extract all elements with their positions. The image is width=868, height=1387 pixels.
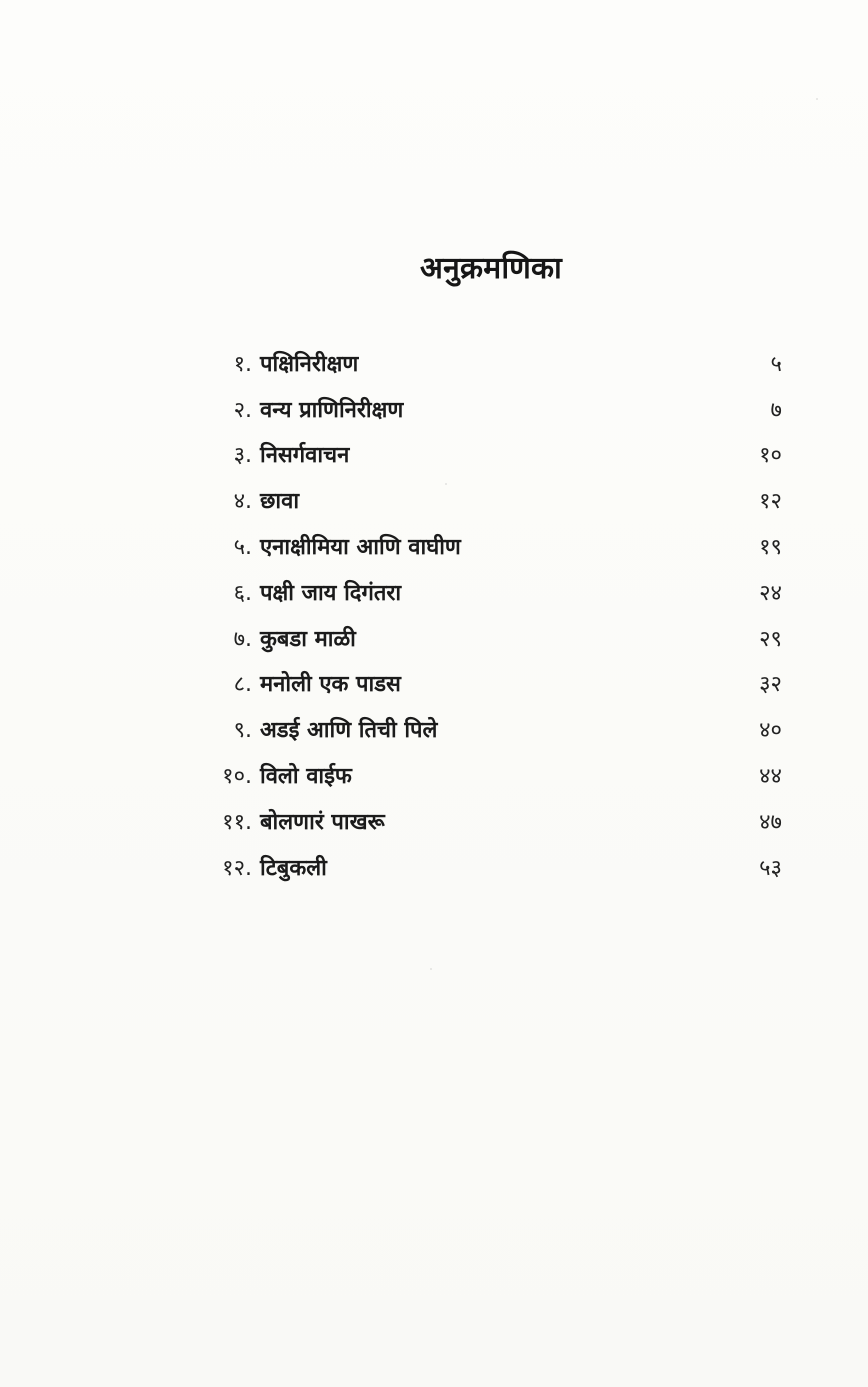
toc-entry-11 — [200, 798, 782, 844]
toc-entry-page: ३२ — [759, 672, 782, 698]
toc-entry-8 — [200, 661, 782, 707]
toc-entry-title: बोलणारं पाखरू — [260, 809, 385, 835]
toc-entry-title: निसर्गवाचन — [260, 443, 350, 469]
toc-entry-title: पक्षिनिरीक्षण — [260, 351, 359, 377]
table-of-contents — [200, 340, 782, 890]
toc-entry-page: २९ — [759, 626, 782, 652]
toc-entry-page: ४७ — [759, 809, 782, 835]
toc-entry-6 — [200, 569, 782, 615]
toc-entry-page: १० — [759, 443, 782, 469]
toc-entry-title: मनोली एक पाडस — [260, 672, 401, 698]
toc-entry-title: अडई आणि तिची पिले — [260, 718, 438, 744]
toc-entry-1 — [200, 340, 782, 386]
toc-entry-4 — [200, 477, 782, 523]
toc-entry-7 — [200, 615, 782, 661]
toc-entry-page: ४४ — [759, 764, 782, 790]
toc-entry-number: ७. — [233, 626, 252, 652]
toc-entry-title: वन्य प्राणिनिरीक्षण — [260, 397, 404, 423]
toc-entry-page: ४० — [759, 718, 782, 744]
toc-entry-page: १२ — [759, 489, 782, 515]
toc-entry-page: १९ — [759, 535, 782, 561]
toc-entry-2 — [200, 386, 782, 432]
toc-entry-page: ५३ — [759, 855, 782, 881]
toc-entry-number: ८. — [233, 672, 252, 698]
toc-entry-number: ३. — [233, 443, 252, 469]
toc-entry-title: पक्षी जाय दिगंतरा — [260, 580, 402, 606]
toc-entry-page: २४ — [759, 580, 782, 606]
toc-entry-title: कुबडा माळी — [260, 626, 356, 652]
toc-entry-number: १. — [233, 351, 252, 377]
toc-entry-9 — [200, 706, 782, 752]
toc-entry-3 — [200, 432, 782, 478]
toc-entry-title: विलो वाईफ — [260, 764, 352, 790]
toc-entry-12 — [200, 844, 782, 890]
paper-speck — [816, 98, 818, 100]
toc-entry-title: एनाक्षीमिया आणि वाघीण — [260, 535, 461, 561]
toc-entry-page: ७ — [770, 397, 782, 423]
toc-entry-number: १०. — [222, 764, 252, 790]
toc-entry-number: ११. — [222, 809, 252, 835]
toc-entry-title: टिबुकली — [260, 855, 327, 881]
toc-entry-number: ५. — [233, 535, 252, 561]
toc-entry-page: ५ — [770, 351, 782, 377]
toc-entry-number: ४. — [233, 489, 252, 515]
toc-entry-number: ६. — [233, 580, 252, 606]
toc-entry-5 — [200, 523, 782, 569]
paper-speck — [430, 968, 432, 970]
toc-entry-title: छावा — [260, 489, 300, 515]
toc-entry-number: २. — [233, 397, 252, 423]
toc-entry-number: १२. — [222, 855, 252, 881]
page-title: अनुक्रमणिका — [420, 251, 563, 286]
toc-entry-number: ९. — [233, 718, 252, 744]
toc-entry-10 — [200, 752, 782, 798]
